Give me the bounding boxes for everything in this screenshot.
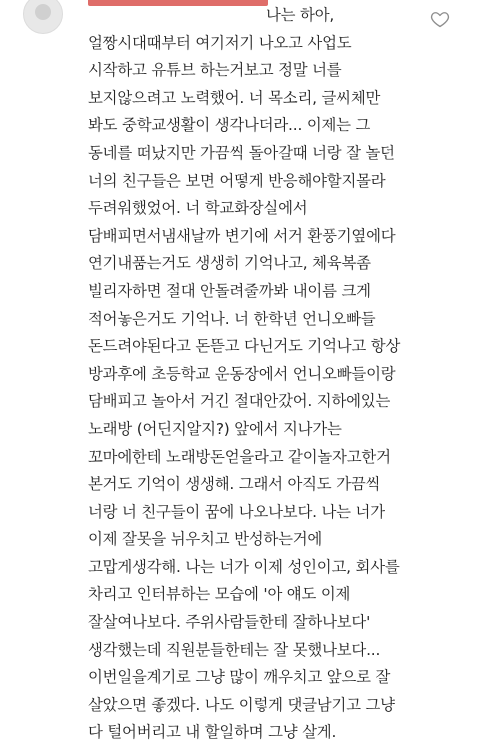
comment-line: 꼬마에한테 노래방돈얻을라고 같이놀자고한거 xyxy=(88,447,391,466)
comment-line: 잘살여나보다. 주위사람들한테 잘하나보다' xyxy=(88,613,371,632)
comment-text xyxy=(88,2,468,747)
comment-line: 방과후에 초등학교 운동장에서 언니오빠들이랑 xyxy=(88,364,396,383)
comment-line: 너랑 너 친구들이 꿈에 나오나보다. 나는 너가 xyxy=(88,502,385,521)
comment-line: 너의 친구들은 보면 어떻게 반응해야할지몰라 xyxy=(88,171,386,190)
comment-line: 빌리자하면 절대 안돌려줄까봐 내이름 크게 xyxy=(88,281,371,300)
comment-line: 차리고 인터뷰하는 모습에 '아 얘도 이제 xyxy=(88,585,351,604)
comment-line: 돈드려야된다고 돈뜯고 다닌거도 기억나고 항상 xyxy=(88,337,401,356)
comment-line: 보지않으려고 노력했어. 너 목소리, 글씨체만 xyxy=(88,88,381,107)
comment-line: 생각했는데 직원분들한테는 잘 못했나보다... xyxy=(88,640,381,659)
comment-line: 담배피고 놀아서 거긴 절대안갔어. 지하에있는 xyxy=(88,392,391,411)
comment-line: 살았으면 좋겠다. 나도 이렇게 댓글남기고 그냥 xyxy=(88,695,395,714)
comment-line: 본거도 기억이 생생해. 그래서 아직도 가끔씩 xyxy=(88,475,381,494)
comment-line: 적어놓은거도 기억나. 너 한학년 언니오빠들 xyxy=(88,309,376,328)
comment-line: 이제 잘못을 뉘우치고 반성하는거에 xyxy=(88,530,323,549)
comment-line: 나는 하아, xyxy=(266,6,335,24)
comment-line: 이번일을계기로 그냥 많이 깨우치고 앞으로 잘 xyxy=(88,668,391,687)
comment-line: 얼짱시대때부터 여기저기 나오고 사업도 xyxy=(88,33,352,52)
comment-line: 봐도 중학교생활이 생각나더라... 이제는 그 xyxy=(88,116,371,135)
comment-line: 동네를 떠났지만 가끔씩 돌아갈때 너랑 잘 놀던 xyxy=(88,143,395,162)
comment-line: 노래방 (어딘지알지?) 앞에서 지나가는 xyxy=(88,419,342,438)
comment-line: 고맙게생각해. 나는 너가 이제 성인이고, 회사를 xyxy=(88,557,400,576)
comment-line: 두려워했었어. 너 학교화장실에서 xyxy=(88,199,308,218)
avatar[interactable] xyxy=(23,0,63,34)
comment-line: 담배피면서냄새날까 변기에 서거 환풍기옆에다 xyxy=(88,226,396,245)
comment-line: 연기내품는거도 생생히 기억나고, 체육복좀 xyxy=(88,254,371,273)
comment-line: 시작하고 유튜브 하는거보고 정말 너를 xyxy=(88,61,342,80)
comment-line: 다 털어버리고 내 할일하며 그냥 살게. xyxy=(88,723,337,742)
